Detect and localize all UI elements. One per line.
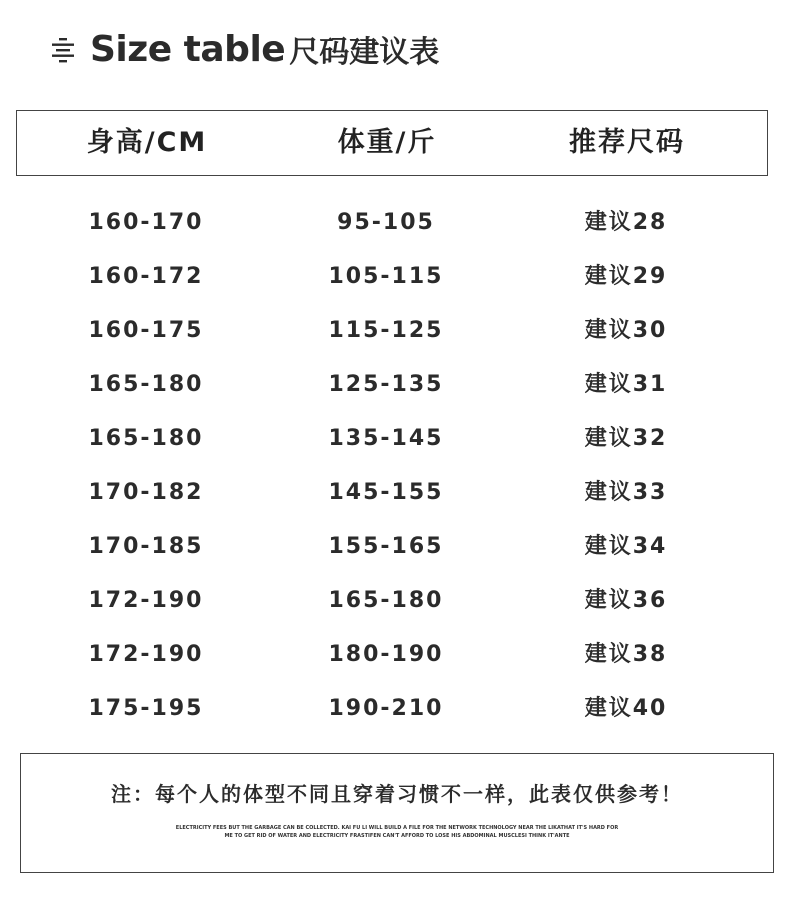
cell-weight: 180-190 bbox=[328, 642, 444, 667]
menu-lines-icon bbox=[48, 34, 78, 64]
cell-size: 建议36 bbox=[584, 588, 668, 613]
cell-size: 建议38 bbox=[584, 642, 668, 667]
title-chinese: 尺码建议表 bbox=[289, 35, 440, 70]
cell-size: 建议33 bbox=[584, 480, 668, 505]
cell-size: 建议29 bbox=[584, 264, 668, 289]
header-size: 推荐尺码 bbox=[569, 127, 685, 158]
cell-weight: 165-180 bbox=[328, 588, 444, 613]
table-row bbox=[0, 574, 790, 628]
size-table-body bbox=[0, 196, 790, 736]
cell-weight: 155-165 bbox=[328, 534, 444, 559]
cell-height: 172-190 bbox=[88, 588, 204, 613]
fine-print-line-1: ELECTRICITY FEES BUT THE GARBAGE CAN BE COLLECTED. KAI FU LI WILL BUILD A FILE FOR THE NETWORK TECHNOLOGY NEAR THE LIKATHAT IT'S HARD FOR bbox=[175, 825, 619, 831]
table-row bbox=[0, 304, 790, 358]
fine-print-line-2: ME TO GET RID OF WATER AND ELECTRICITY FRASTIFEN CAN'T AFFORD TO LOSE HIS ABDOMINAL MUSCLESI THINK IT'ANTE bbox=[224, 833, 570, 839]
table-row bbox=[0, 466, 790, 520]
cell-weight: 95-105 bbox=[337, 210, 435, 235]
cell-weight: 105-115 bbox=[328, 264, 444, 289]
table-row bbox=[0, 250, 790, 304]
table-header bbox=[16, 110, 768, 176]
cell-height: 172-190 bbox=[88, 642, 204, 667]
title-english: Size table bbox=[90, 28, 286, 70]
cell-size: 建议30 bbox=[584, 318, 668, 343]
cell-size: 建议31 bbox=[584, 372, 668, 397]
table-row bbox=[0, 358, 790, 412]
cell-weight: 125-135 bbox=[328, 372, 444, 397]
header-height: 身高/CM bbox=[86, 127, 208, 158]
cell-weight: 115-125 bbox=[328, 318, 444, 343]
cell-height: 160-172 bbox=[88, 264, 204, 289]
fine-print bbox=[81, 824, 713, 840]
table-row bbox=[0, 682, 790, 736]
cell-height: 160-170 bbox=[88, 210, 204, 235]
header-weight: 体重/斤 bbox=[337, 127, 437, 158]
table-row bbox=[0, 520, 790, 574]
cell-height: 160-175 bbox=[88, 318, 204, 343]
cell-size: 建议34 bbox=[584, 534, 668, 559]
cell-size: 建议28 bbox=[584, 210, 668, 235]
table-row bbox=[0, 196, 790, 250]
cell-size: 建议32 bbox=[584, 426, 668, 451]
cell-weight: 135-145 bbox=[328, 426, 444, 451]
note-text: 注：每个人的体型不同且穿着习惯不一样，此表仅供参考！ bbox=[111, 782, 683, 806]
table-row bbox=[0, 412, 790, 466]
note-box bbox=[20, 753, 774, 873]
cell-height: 175-195 bbox=[88, 696, 204, 721]
cell-height: 165-180 bbox=[88, 372, 204, 397]
cell-weight: 145-155 bbox=[328, 480, 444, 505]
cell-weight: 190-210 bbox=[328, 696, 444, 721]
table-row bbox=[0, 628, 790, 682]
cell-height: 170-185 bbox=[88, 534, 204, 559]
cell-size: 建议40 bbox=[584, 696, 668, 721]
cell-height: 170-182 bbox=[88, 480, 204, 505]
page-title bbox=[48, 26, 439, 72]
cell-height: 165-180 bbox=[88, 426, 204, 451]
